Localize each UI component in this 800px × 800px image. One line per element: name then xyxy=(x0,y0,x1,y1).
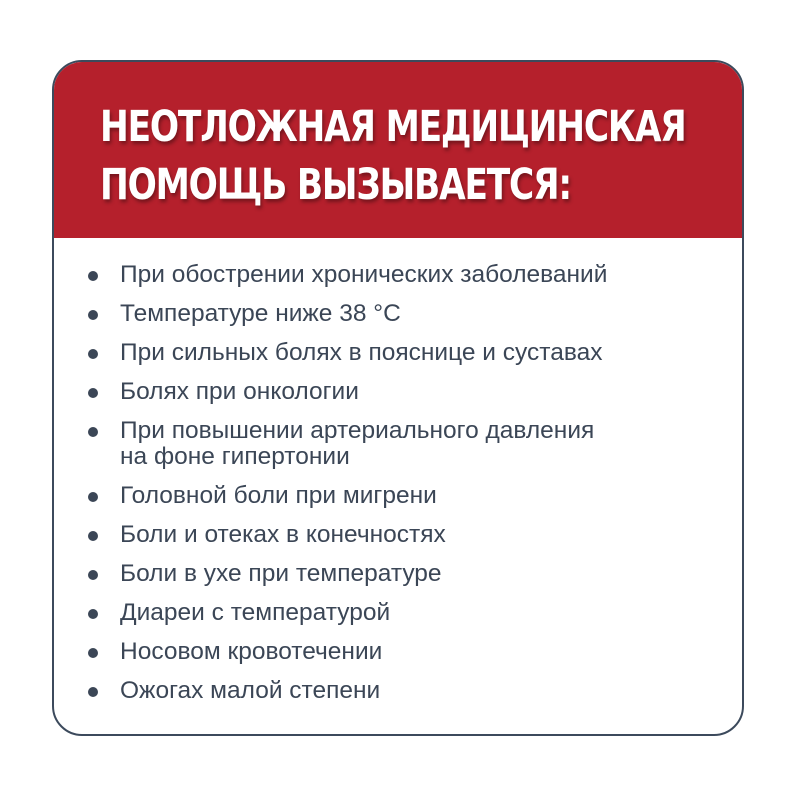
list-item: Боли и отеках в конечностях xyxy=(54,522,742,548)
bullet-icon xyxy=(88,427,98,437)
bullet-icon xyxy=(88,609,98,619)
card-header xyxy=(54,62,742,238)
bullet-icon xyxy=(88,531,98,541)
list-item: Температуре ниже 38 °С xyxy=(54,301,742,327)
list-item: Головной боли при мигрени xyxy=(54,483,742,509)
list-item: Ожогах малой степени xyxy=(54,678,742,704)
bullet-icon xyxy=(88,570,98,580)
bullet-icon xyxy=(88,687,98,697)
list-item: При обострении хронических заболеваний xyxy=(54,262,742,288)
list-item: При сильных болях в пояснице и суставах xyxy=(54,340,742,366)
card-title-line-2: ПОМОЩЬ ВЫЗЫВАЕТСЯ: xyxy=(100,160,571,210)
bullet-icon xyxy=(88,271,98,281)
info-card xyxy=(52,60,744,736)
bullet-icon xyxy=(88,349,98,359)
bullet-icon xyxy=(88,310,98,320)
list-item: При повышении артериального давления на фоне гипертонии xyxy=(54,418,742,470)
bullet-icon xyxy=(88,492,98,502)
card-title-line-1: НЕОТЛОЖНАЯ МЕДИЦИНСКАЯ xyxy=(100,102,686,152)
list-item: Диареи с температурой xyxy=(54,600,742,626)
list-item: Болях при онкологии xyxy=(54,379,742,405)
card-title xyxy=(100,98,686,214)
bullet-icon xyxy=(88,648,98,658)
list-item: Носовом кровотечении xyxy=(54,639,742,665)
bullet-icon xyxy=(88,388,98,398)
conditions-list xyxy=(54,262,742,717)
list-item: Боли в ухе при температуре xyxy=(54,561,742,587)
